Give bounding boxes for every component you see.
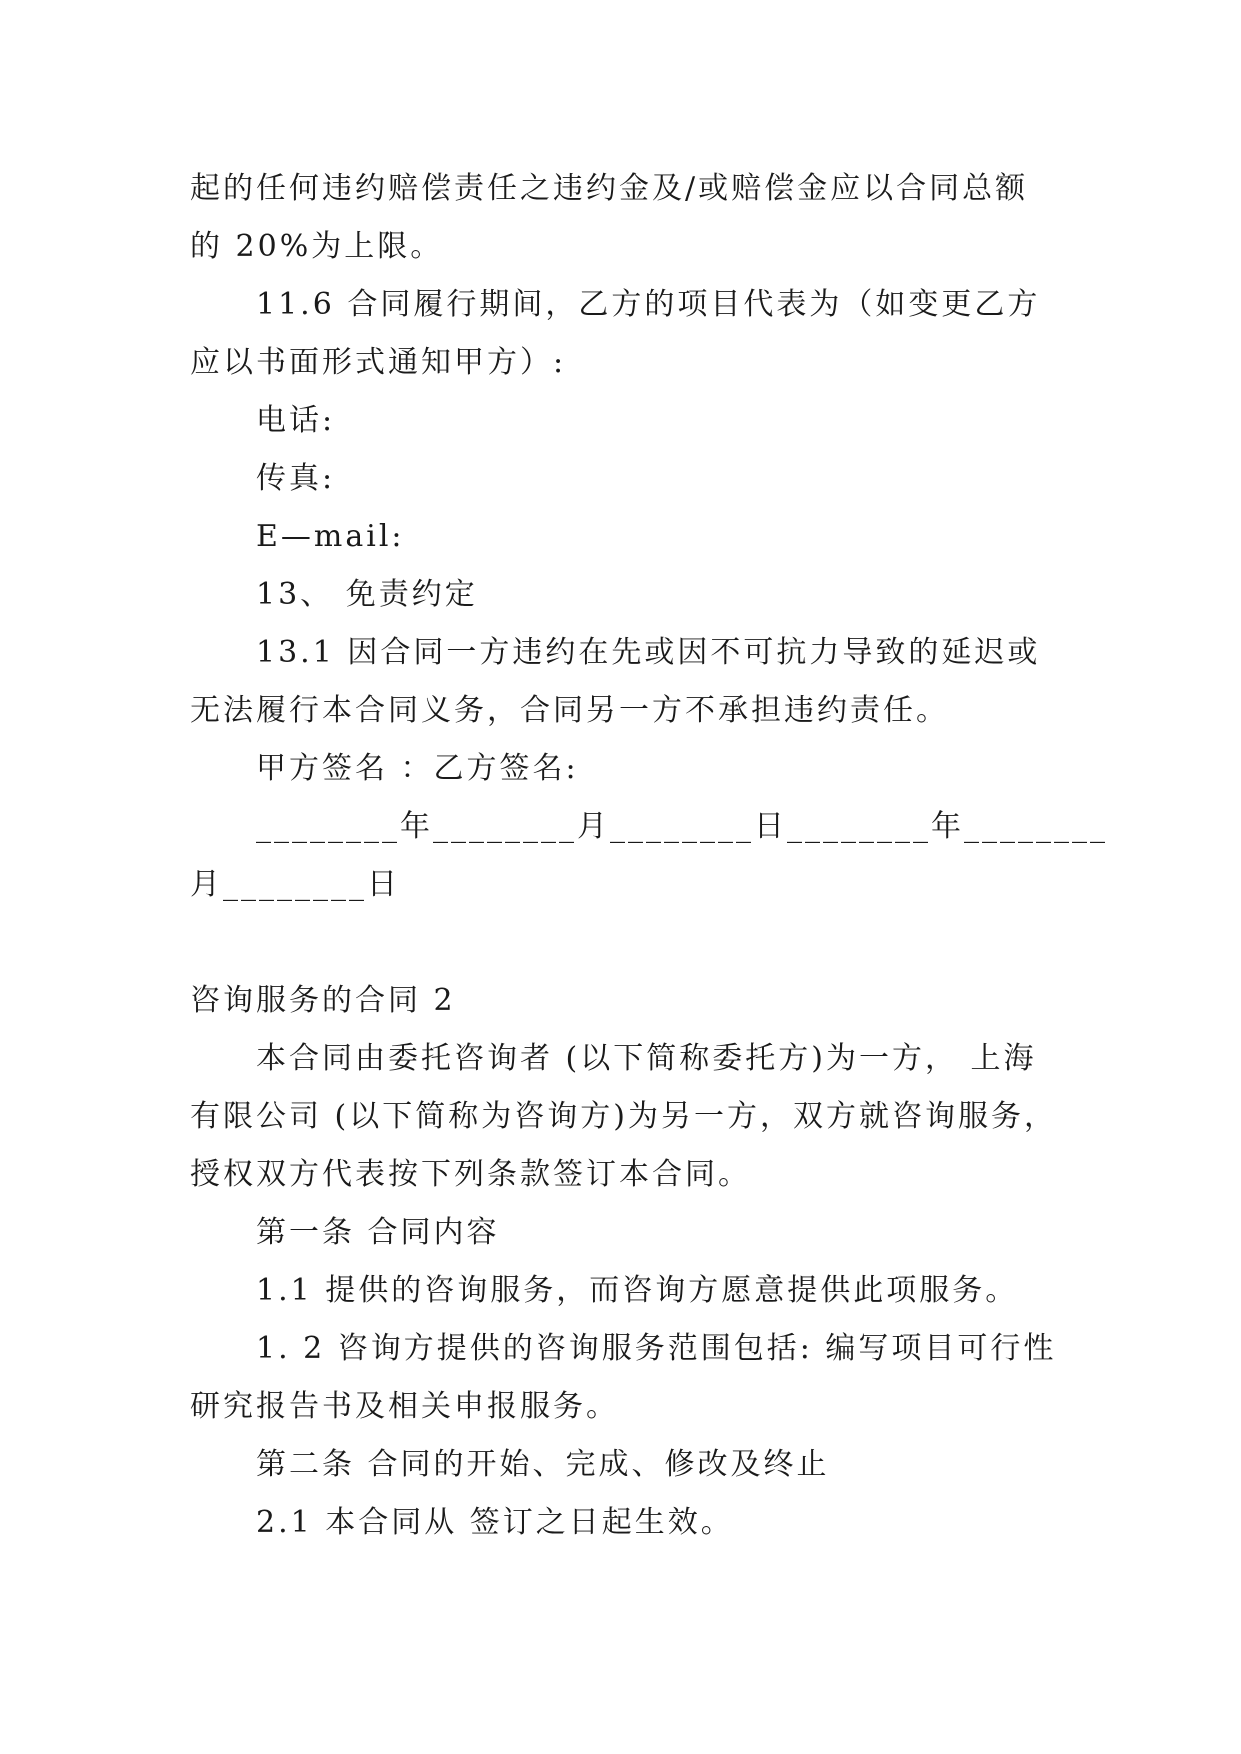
article-1-heading: 第一条 合同内容 (256, 1215, 500, 1250)
email-label: E—mail: (256, 519, 405, 554)
clause-1-2-line-2: 研究报告书及相关申报服务。 (190, 1389, 619, 1424)
clause-2-1: 2.1 本合同从 签订之日起生效。 (256, 1505, 734, 1540)
contract-2-title: 咨询服务的合同 2 (190, 983, 456, 1018)
article-2-heading: 第二条 合同的开始、完成、修改及终止 (256, 1447, 830, 1482)
clause-11-6-line-1: 11.6 合同履行期间，乙方的项目代表为（如变更乙方 (256, 287, 1041, 322)
intro-line-3: 授权双方代表按下列条款签订本合同。 (190, 1157, 751, 1192)
phone-label: 电话: (256, 403, 336, 438)
date-line-2: 月________日 (190, 867, 400, 902)
section-spacer (190, 914, 1052, 972)
document-body (190, 160, 1108, 1552)
clause-11-6-line-2: 应以书面形式通知甲方）: (190, 345, 567, 380)
clause-1-2-line-1: 1. 2 咨询方提供的咨询服务范围包括: 编写项目可行性 (256, 1331, 1057, 1366)
fax-label: 传真: (256, 461, 336, 496)
liability-line-1: 起的任何违约赔偿责任之违约金及/或赔偿金应以合同总额 (190, 171, 1029, 206)
clause-13-1-line-2: 无法履行本合同义务，合同另一方不承担违约责任。 (190, 693, 949, 728)
clause-13-1-line-1: 13.1 因合同一方违约在先或因不可抗力导致的延迟或 (256, 635, 1041, 670)
signature-line: 甲方签名 ：乙方签名: (256, 751, 579, 786)
liability-line-2: 的 20%为上限。 (190, 229, 444, 264)
clause-1-1: 1.1 提供的咨询服务，而咨询方愿意提供此项服务。 (256, 1273, 1019, 1308)
intro-line-2: 有限公司 (以下简称为咨询方)为另一方，双方就咨询服务， (190, 1099, 1057, 1134)
intro-line-1: 本合同由委托咨询者 (以下简称委托方)为一方， 上海 (256, 1041, 1037, 1076)
section-13-heading: 13、 免责约定 (256, 577, 478, 612)
date-line-1: ________年________月________日________年________ (256, 809, 1108, 844)
